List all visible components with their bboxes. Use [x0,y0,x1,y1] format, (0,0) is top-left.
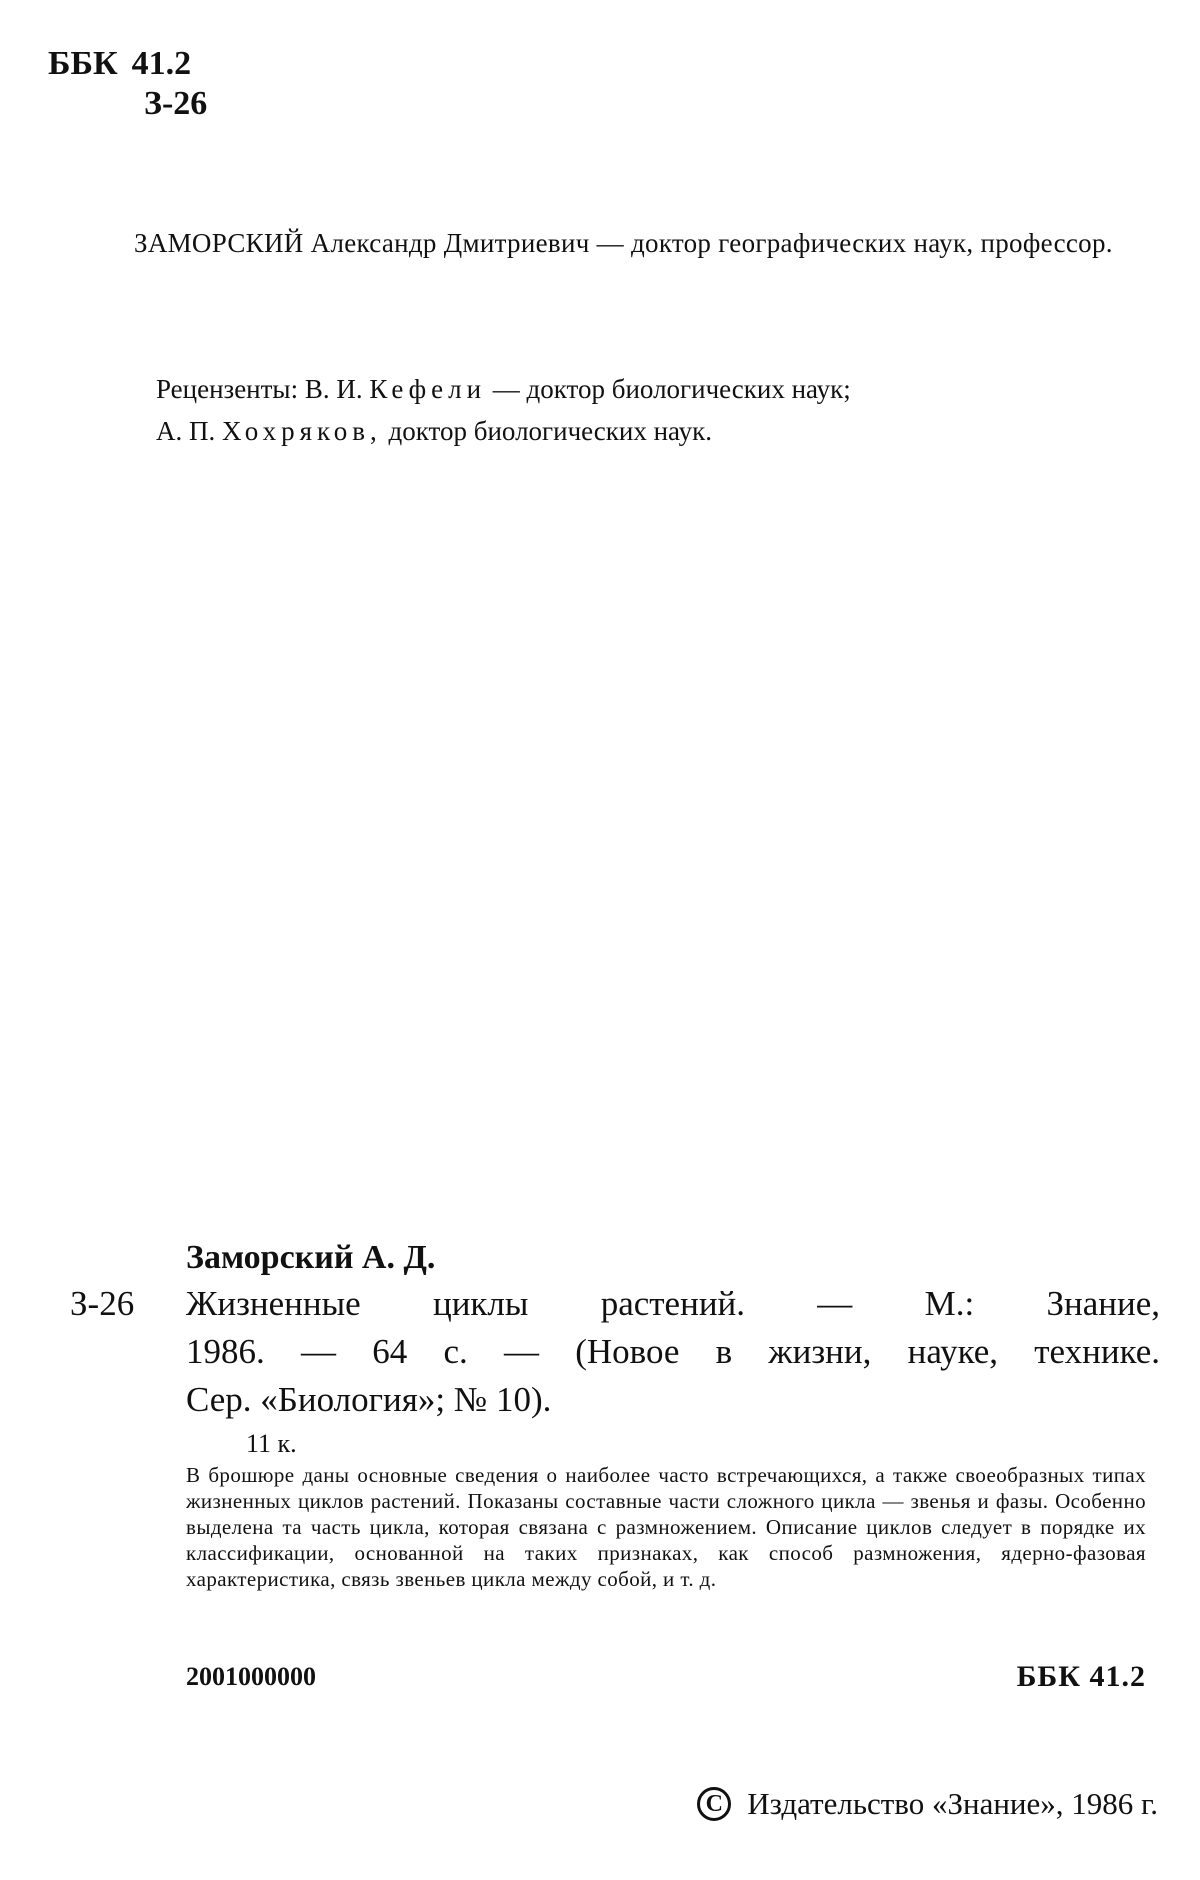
card-line3: Сер. «Биология»; № 10). [186,1380,552,1419]
bbk-footer [1017,1660,1146,1694]
card-author: Заморский А. Д. [186,1239,436,1276]
author-dash: — [589,228,631,258]
reviewers-label: Рецензенты: [156,374,299,404]
card-line2: 1986. — 64 с. — (Новое в жизни, науке, технике. [186,1332,1160,1371]
author-full-name: ЗАМОРСКИЙ Александр Дмитриевич [134,228,590,258]
reviewer1-initials: В. И. [304,374,363,404]
card-code: З-26 [70,1284,135,1323]
bbk-header [48,44,207,124]
reviewer2-surname: Хохряков, [222,416,382,446]
author-mark: З-26 [144,85,208,122]
card-price: 11 к. [246,1429,297,1458]
reviewer2-title: доктор биологических наук. [381,416,713,446]
card-title: Жизненные циклы растений. — М.: Знание, [186,1284,1160,1323]
bbk-footer-label: ББК [1016,1660,1081,1693]
card-body [186,1328,1160,1424]
catalog-card [70,1236,1160,1464]
copyright-line [697,1786,1158,1822]
bbk-code: 41.2 [131,45,192,82]
reviewer1-surname: Кефели [369,374,487,404]
reviewer2-initials: А. П. [156,416,216,446]
bbk-label: ББК [48,45,118,82]
reviewer1-title: — доктор биологических наук; [486,374,851,404]
author-title: доктор географических наук, профессор. [630,228,1113,258]
reviewers-block [156,368,1156,452]
copyright-text: Издательство «Знание», 1986 г. [747,1786,1158,1821]
author-note [134,222,1144,264]
copyright-icon: C [697,1787,731,1821]
bbk-footer-code: 41.2 [1089,1660,1146,1693]
card-line1 [70,1280,1160,1328]
catalog-number: 2001000000 [186,1662,316,1691]
abstract: В брошюре даны основные сведения о наиболее часто встречающихся, а также своеобразных типах жизненных циклов растений. Показаны составные части сложного цикла — звенья и фазы. Особенно выделена та часть цикла, которая связана с размножением. Описание циклов следует в порядке их классификации, основанной на таких признаках, как способ размножения, ядерно-фазовая характеристика, связь звеньев цикла между собой, и т. д. [186,1463,1146,1591]
